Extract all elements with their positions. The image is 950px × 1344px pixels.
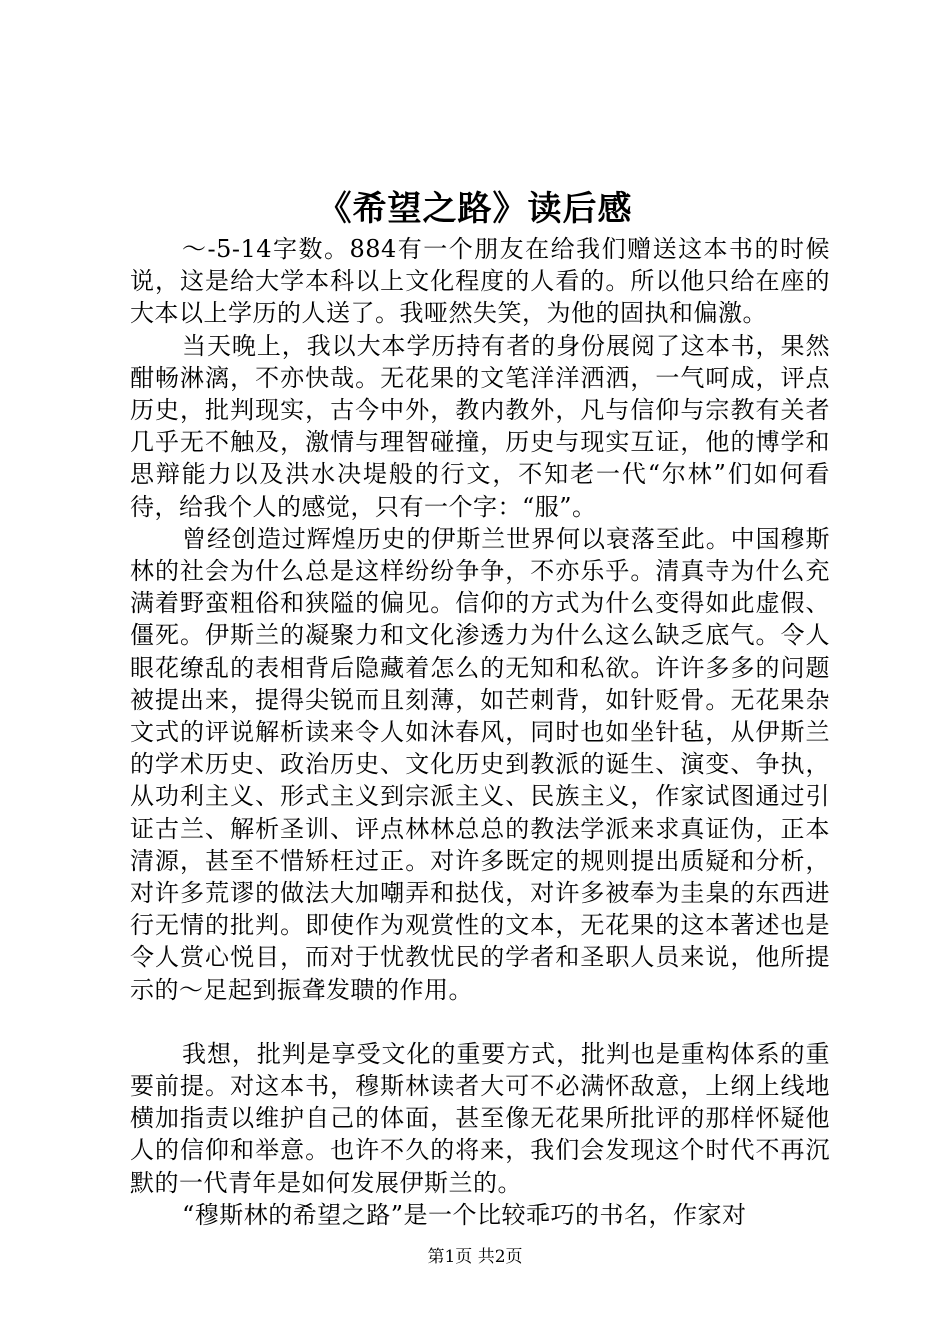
paragraph: 我想，批判是享受文化的重要方式，批判也是重构体系的重要前提。对这本书，穆斯林读者大可不必满怀敌意，上纲上线地横加指责以维护自己的体面，甚至像无花果所批评的那样怀疑他人的信仰和举意。也许不久的将来，我们会发现这个时代不再沉默的一代青年是如何发展伊斯兰的。: [130, 1039, 830, 1197]
paragraph: 当天晚上，我以大本学历持有者的身份展阅了这本书，果然酣畅淋漓，不亦快哉。无花果的文笔洋洋洒洒，一气呵成，评点历史，批判现实，古今中外，教内教外，凡与信仰与宗教有关者几乎无不触及，激情与理智碰撞，历史与现实互证，他的博学和思辩能力以及洪水决堤般的行文，不知老一代“尔林”们如何看待，给我个人的感觉，只有一个字：“服”。: [130, 331, 830, 521]
document-body: [130, 233, 830, 1231]
paragraph: 曾经创造过辉煌历史的伊斯兰世界何以衰落至此。中国穆斯林的社会为什么总是这样纷纷争争，不亦乐乎。清真寺为什么充满着野蛮粗俗和狭隘的偏见。信仰的方式为什么变得如此虚假、僵死。伊斯兰的凝聚力和文化渗透力为什么这么缺乏底气。令人眼花缭乱的表相背后隐藏着怎么的无知和私欲。许许多多的问题被提出来，提得尖锐而且刻薄，如芒刺背，如针贬骨。无花果杂文式的评说解析读来令人如沐春风，同时也如坐针毡，从伊斯兰的学术历史、政治历史、文化历史到教派的诞生、演变、争执，从功利主义、形式主义到宗派主义、民族主义，作家试图通过引证古兰、解析圣训、评点林林总总的教法学派来求真证伪，正本清源，甚至不惜矫枉过正。对许多既定的规则提出质疑和分析，对许多荒谬的做法大加嘲弄和挞伐，对许多被奉为圭臬的东西进行无情的批判。即使作为观赏性的文本，无花果的这本著述也是令人赏心悦目，而对于忧教忧民的学者和圣职人员来说，他所提示的～足起到振聋发聩的作用。: [130, 524, 830, 1004]
paragraph: ～-5-14字数。884有一个朋友在给我们赠送这本书的时候说，这是给大学本科以上文化程度的人看的。所以他只给在座的大本以上学历的人送了。我哑然失笑，为他的固执和偏激。: [130, 235, 830, 328]
paragraph: “穆斯林的希望之路”是一个比较乖巧的书名，作家对: [182, 1200, 747, 1229]
document-title: 《希望之路》读后感: [317, 189, 633, 229]
page-footer: 第1页 共2页: [427, 1247, 523, 1267]
